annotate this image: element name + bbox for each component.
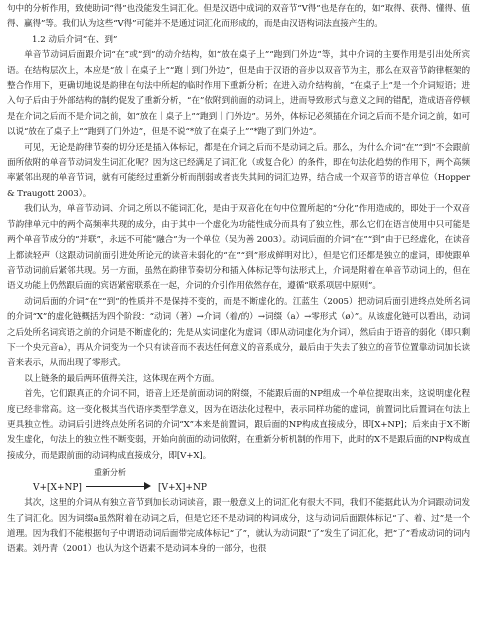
paragraph-1: 句中的分析作用，致使助词“得”也没能发生词汇化。但是汉语中成词的双音节“V得”也是存在的，如“取得、获得、懂得、值得、赢得”等。我们认为这些“V得”可能并不是通过词汇化而形成的，而是由汉语构词法直接产生的。 — [7, 4, 470, 30]
section-heading: 1.2 动后介词“在、到” — [32, 34, 118, 45]
right-arrow-icon — [86, 468, 152, 493]
arrow-label: 重新分析 — [93, 468, 126, 478]
paragraph-4: 我们认为，单音节动词、介词之所以不能词汇化，是由于双音化在句中位置所起的“分化”作用造成的，即处于一个双音节韵律单元中的两个高频率共现的成分，由于其中一个虚化为功能性成分而具有了独立性，那么它们在语言使用中只可能是两个单音节成分的“并联”，永远不可能“融合”为一个单位（吴为善 2003）。动词后面的介词“在”“到”由于已经虚化，在读音上都读轻声（这跟动词前面引进处所论元的读音未弱化的“在”“到”形成鲜明对比），但是它们还都是独立的虚词，即使跟单音节动词前后紧邻共现。另一方面，虽然在韵律节奏切分和插入体标记等句法形式上，介词是附着在单音节动词上的，但在语义功能上仍然跟后面的宾语紧密联系在一起，介词的介引作用依然存在，遵循“联系项居中原则”。 — [7, 204, 470, 292]
paragraph-5: 动词后面的介词“在”“到”的性质并不是保持不变的，而是不断虚化的。江蓝生（2005）把动词后面引进终点处所名词的介词“X”的虚化链概括为四个阶段：“动词（著）→介词（着/的）→词缀（a）→零形式（ø）”。从该虚化链可以看出，动词之后处所名词宾语之前的介词是不断虚化的；先是从实词虚化为虚词（即从动词虚化为介词），然后由于语音的弱化（即只剩下一个央元音a），再从介词变为一个只有读音而不表达任何意义的音系成分，最后由于失去了独立的音节位置靠动词加长读音来表示，从而出现了零形式。 — [7, 296, 470, 369]
paragraph-2: 单音节动词后面跟介词“在”或“到”的动介结构，如“放在桌子上”“跑到门外边”等，其中介词的主要作用是引出处所宾语。在结构层次上，本应是“放｜在桌子上”“跑｜到门外边”，但是由于汉语的音步以双音节为主，那么在双音节韵律框架的整合作用下，更确切地说是韵律在句法中所起的临时作用下重新分析；在进入动介结构前，“在桌子上”是一个介词短语；进入句子后由于外部结构的制约促发了重新分析，“在”依附到前面的动词上，进而导致形式与意义之间的错配，造成语音停顿是在介词之后而不是介词之前，如“放在｜桌子上”“跑到｜门外边”。另外，体标记必须插在介词之后而不是介词之前，如可以说“放在了桌子上”“跑到了门外边”，但是不说“*放了在桌子上”“*跑了到门外边”。 — [7, 50, 470, 138]
paragraph-7: 首先，它们跟真正的介词不同，语音上还是前面动词的附缀，不能跟后面的NP组成一个单位提取出来，这说明虚化程度已经非常高。这一变化极其当代语序类型学意义，因为在语法化过程中，表示同样功能的虚词，前置词比后置词在句法上更具独立性。动词后引进终点处所名词的介词“X”本来是前置词，跟后面的NP构成直接成分，即[X+NP]；后来由于X不断发生虚化，句法上的独立性不断变弱，开始向前面的动词依附，在重新分析机制的作用下，此时的X不是跟后面的NP构成直接成分，而是跟前面的动词构成直接成分，即[V+X]。 — [7, 389, 470, 461]
reanalysis-formula — [7, 464, 470, 496]
formula-lhs: V+[X+NP] — [33, 483, 82, 494]
paragraph-3: 可见，无论是韵律节奏的切分还是插入体标记，都是在介词之后而不是动词之后。那么，为什么介词“在”“到”不会跟前面所依附的单音节动词发生词汇化呢？因为这已经满足了词汇化（或复合化）的条件，即在句法化趋势的作用下，两个高频率紧邻出现的单音节词，就有可能经过重新分析而削弱或者丧失其间的词汇边界，结合成一个双音节的语言单位（Hopper & Traugott 2003）。 — [7, 142, 470, 199]
paragraph-6: 以上链条的最后两环值得关注，这体现在两个方面。 — [24, 373, 220, 384]
paragraph-8: 其次，这里的介词从有独立音节到加长动词读音，跟一般意义上的词汇化有很大不同，我们不能据此认为介词跟动词发生了词汇化。因为词缀a虽然附着在动词之后，但是它还不是动词的构词成分，这与动词后面跟体标记“了、着、过”是一个道理。因为我们不能根据句子中谓语动词后面带完成体标记“了”，就认为动词跟“了”发生了词汇化，把“了”看成动词的词内语素。刘丹青（2001）也认为这个语素不是动词本身的一部分，也很 — [7, 498, 470, 555]
formula-rhs: [V+X]+NP — [157, 483, 207, 494]
